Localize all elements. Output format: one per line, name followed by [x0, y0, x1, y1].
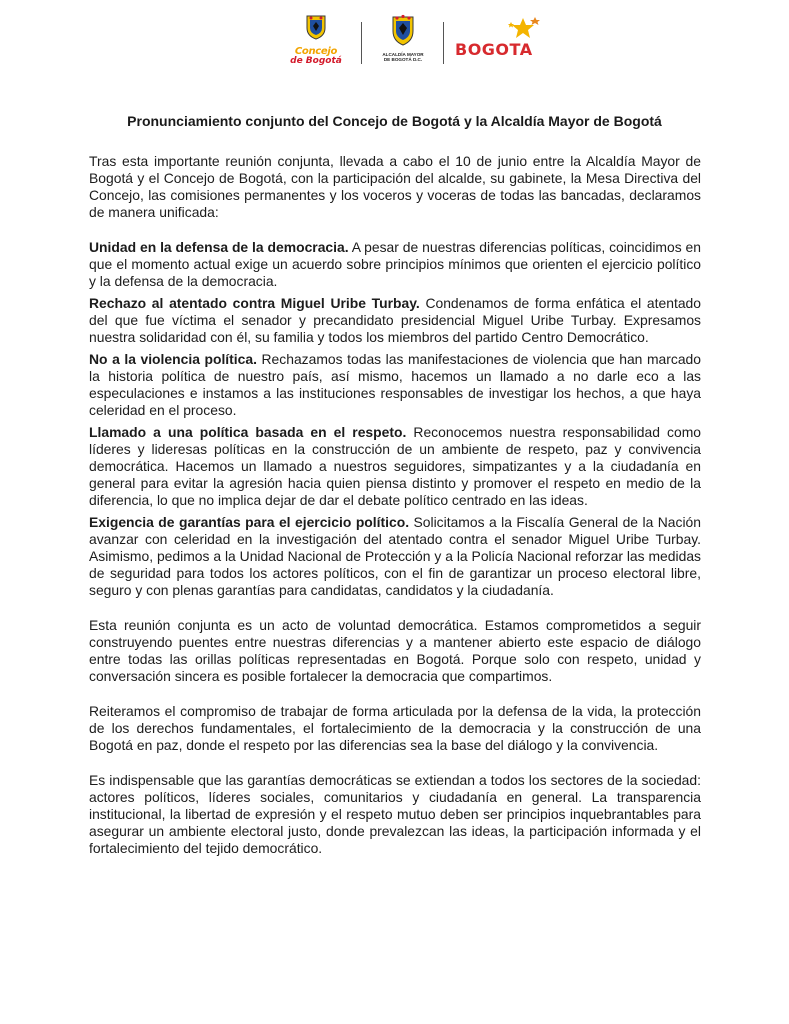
document-title: Pronunciamiento conjunto del Concejo de Bogotá y la Alcaldía Mayor de Bogotá	[127, 113, 662, 129]
coat-of-arms-icon	[390, 14, 416, 46]
concejo-logo-text: Concejo	[294, 46, 338, 57]
point-paragraph	[89, 295, 701, 346]
point-paragraph	[89, 424, 701, 509]
concejo-logo-subtext: de Bogotá	[290, 56, 342, 66]
closing-paragraph: Reiteramos el compromiso de trabajar de forma articulada por la defensa de la vida, la protección de los derechos fundamentales, el fortalecimiento de la democracia y la construcción de una Bogotá en paz, donde el respeto por las diferencias sea la base del diálogo y la convivencia.	[89, 703, 701, 753]
closing-paragraph: Es indispensable que las garantías democráticas se extiendan a todos los sectores de la sociedad: actores políticos, líderes sociales, comunitarios y ciudadanía en general. La transparencia institucional, la libertad de expresión y el respeto mutuo deben ser principios inquebrantables para asegurar un ambiente electoral justo, donde prevalezcan las ideas, la participación informada y el fortalecimiento del tejido democrático.	[89, 772, 701, 856]
alcaldia-logo-text-2: DE BOGOTÁ D.C.	[383, 57, 423, 63]
bogota-logo	[455, 16, 545, 66]
point-text: Solicitamos a la Fiscalía General de la Nación avanzar con celeridad en la investigación del atentado contra el senador Miguel Uribe Turbay. Asimismo, pedimos a la Unidad Nacional de Protección y a la Policía Nacional reforzar las medidas de seguridad para todos los actores políticos, con el fin de garantizar un proceso electoral libre, seguro y con plenas garantías para candidatas, candidatos y la ciudadanía.	[89, 514, 701, 598]
point-heading: Rechazo al atentado contra Miguel Uribe Turbay.	[89, 295, 420, 311]
point-paragraph	[89, 351, 701, 419]
bogota-logo-text: BOGOTA	[455, 40, 533, 59]
point-text: Reconocemos nuestra responsabilidad como líderes y lideresas políticas en la construcción de un ambiente de respeto, paz y convivencia democrática. Hacemos un llamado a nuestros seguidores, simpatizantes y a la ciudadanía en general para evitar la agresión hacia quien piensa distinto y promover el respeto en medio de la diferencia, lo que no implica dejar de dar el debate político centrado en las ideas.	[89, 424, 702, 508]
alcaldia-logo	[378, 14, 428, 70]
concejo-logo	[290, 14, 342, 70]
coat-of-arms-icon	[305, 14, 327, 40]
point-text: Rechazamos todas las manifestaciones de violencia que han marcado la historia política de nuestro país, así mismo, hacemos un llamado a no darle eco a las especulaciones e instamos a las instituciones responsables de investigar los hechos, a que haya celeridad en el proceso.	[89, 351, 701, 418]
point-heading: No a la violencia política.	[89, 351, 257, 367]
closing-paragraph: Esta reunión conjunta es un acto de voluntad democrática. Estamos comprometidos a seguir construyendo puentes entre nuestras diferencias y a mantener abierto este espacio de diálogo entre todas las orillas políticas representadas en Bogotá. Porque solo con respeto, unidad y conversación sincera es posible fortalecer la democracia que compartimos.	[89, 617, 701, 684]
logo-divider	[361, 22, 362, 64]
intro-paragraph: Tras esta importante reunión conjunta, llevada a cabo el 10 de junio entre la Alcaldía Mayor de Bogotá y el Concejo de Bogotá, con la participación del alcalde, su gabinete, la Mesa Directiva del Concejo, las comisiones permanentes y los voceros y voceras de todas las bancadas, declaramos de manera unificada:	[89, 153, 701, 220]
alcaldia-logo-text-1: ALCALDÍA MAYOR	[382, 52, 424, 57]
star-icon	[503, 16, 543, 40]
header-logos	[0, 14, 789, 74]
logo-divider	[443, 22, 444, 64]
point-paragraph	[89, 514, 701, 599]
document-body	[89, 153, 701, 857]
point-heading: Unidad en la defensa de la democracia.	[89, 239, 349, 255]
point-text: Condenamos de forma enfática el atentado del que fue víctima el senador y precandidato presidencial Miguel Uribe Turbay. Expresamos nuestra solidaridad con él, su familia y todos los miembros del partido Centro Democrático.	[89, 295, 701, 345]
point-text: A pesar de nuestras diferencias políticas, coincidimos en que el momento actual exige un acuerdo sobre principios mínimos que orienten el ejercicio político y la defensa de la democracia.	[89, 239, 701, 289]
point-heading: Exigencia de garantías para el ejercicio político.	[89, 514, 410, 530]
point-heading: Llamado a una política basada en el respeto.	[89, 424, 407, 440]
point-paragraph	[89, 239, 701, 290]
